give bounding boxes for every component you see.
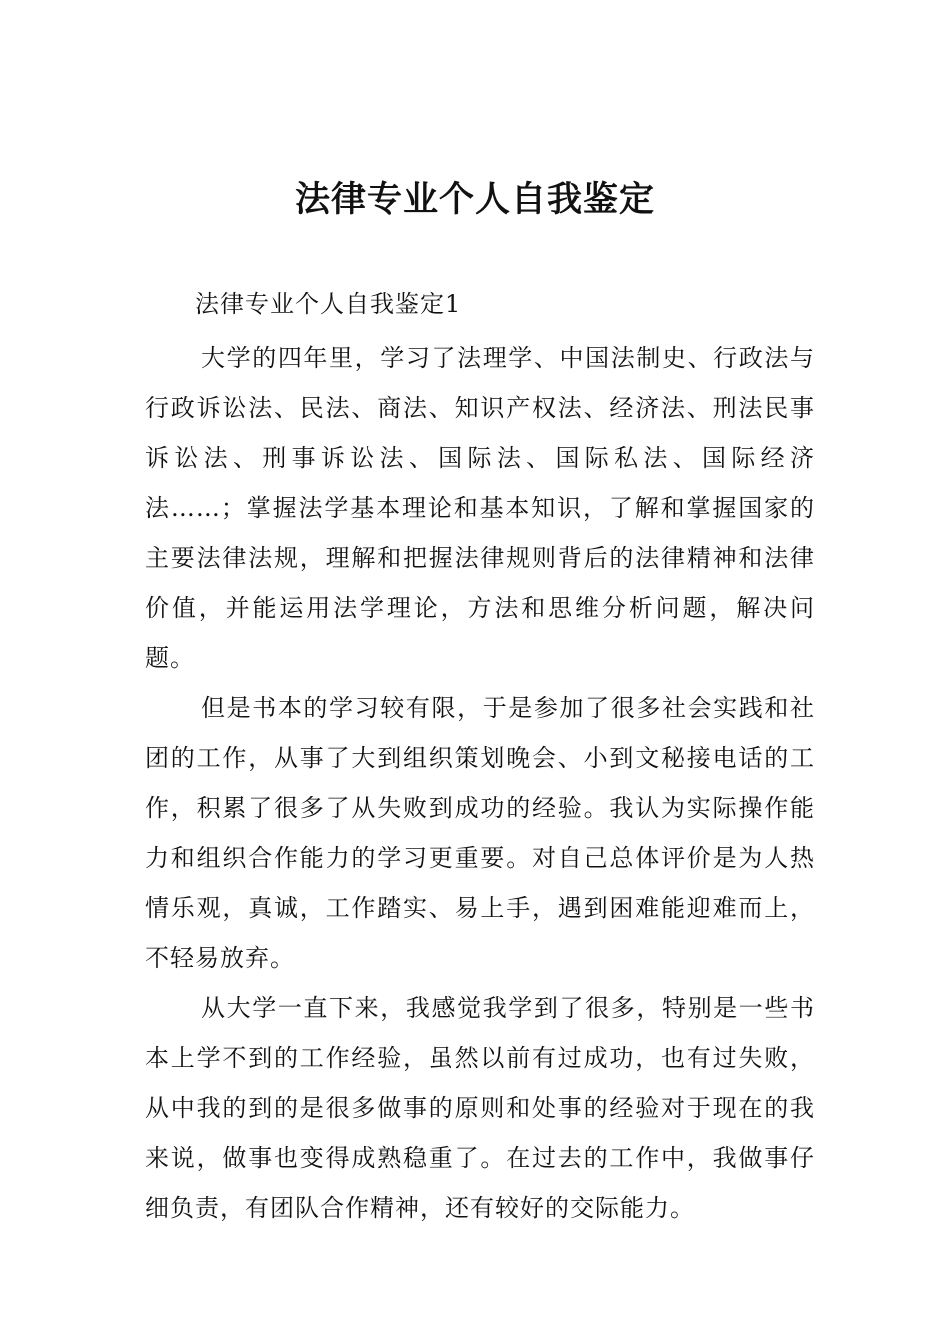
paragraph-3: 从大学一直下来，我感觉我学到了很多，特别是一些书本上学不到的工作经验，虽然以前有过成功，也有过失败，从中我的到的是很多做事的原则和处事的经验对于现在的我来说，做事也变得成熟稳重了。在过去的工作中，我做事仔细负责，有团队合作精神，还有较好的交际能力。 — [145, 994, 815, 1222]
paragraph-1: 大学的四年里，学习了法理学、中国法制史、行政法与行政诉讼法、民法、商法、知识产权法、经济法、刑法民事诉讼法、刑事诉讼法、国际法、国际私法、国际经济法……；掌握法学基本理论和基本知识，了解和掌握国家的主要法律法规，理解和把握法律规则背后的法律精神和法律价值，并能运用法学理论，方法和思维分析问题，解决问题。 — [145, 344, 815, 672]
section-heading: 法律专业个人自我鉴定1 — [195, 290, 462, 318]
document-body — [145, 279, 815, 1233]
paragraph-2: 但是书本的学习较有限，于是参加了很多社会实践和社团的工作，从事了大到组织策划晚会、小到文秘接电话的工作，积累了很多了从失败到成功的经验。我认为实际操作能力和组织合作能力的学习更重要。对自己总体评价是为人热情乐观，真诚，工作踏实、易上手，遇到困难能迎难而上，不轻易放弃。 — [145, 694, 815, 972]
document-title: 法律专业个人自我鉴定 — [294, 180, 655, 220]
